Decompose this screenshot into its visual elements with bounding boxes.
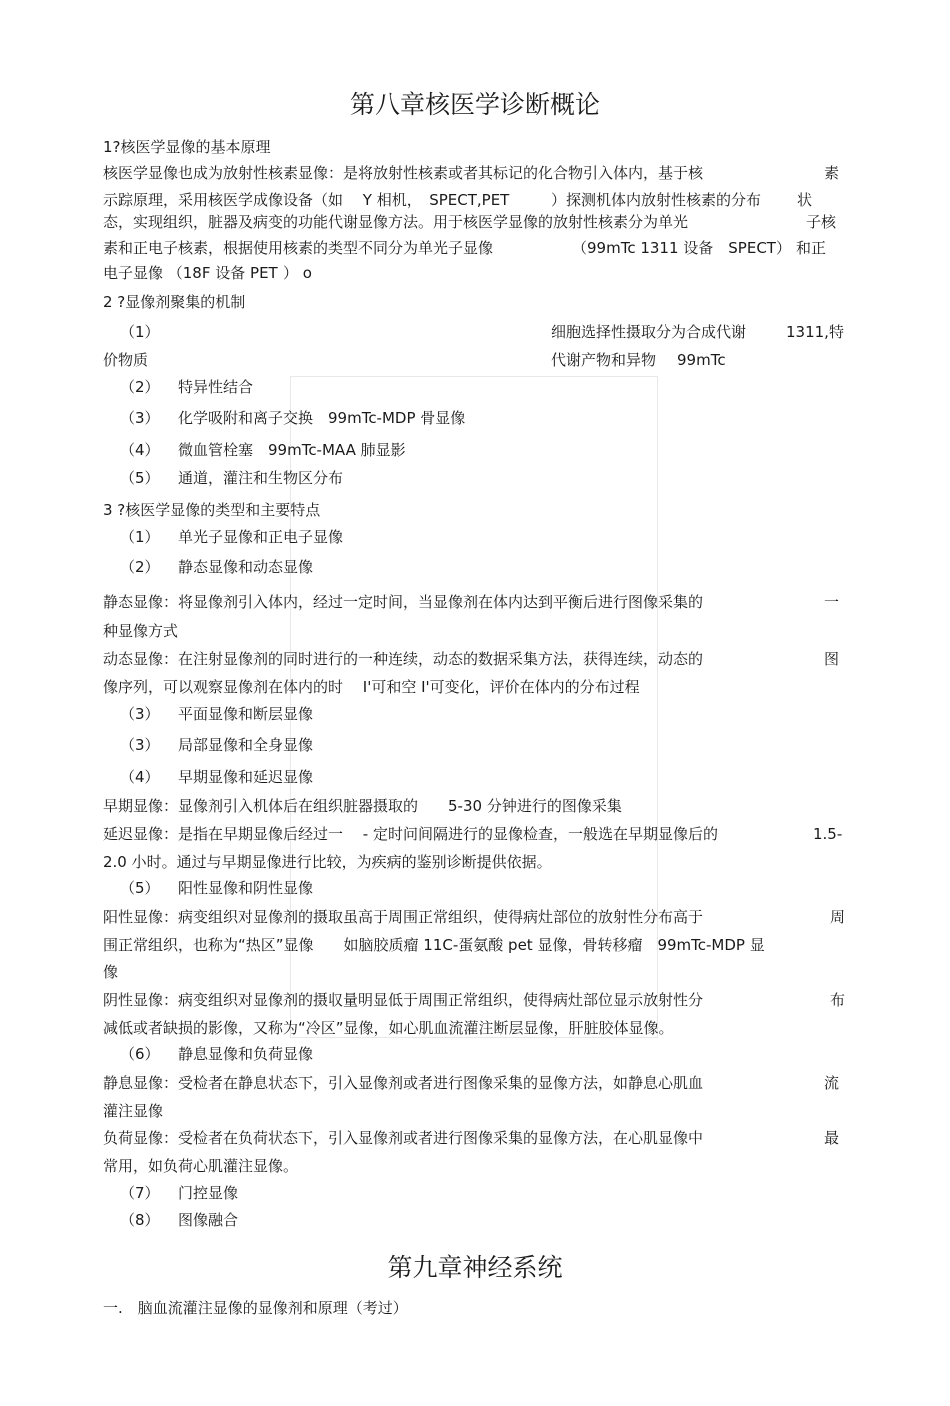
paragraph-line: 静态显像：将显像剂引入体内，经过一定时间，当显像剂在体内达到平衡后进行图像采集的 xyxy=(103,593,704,611)
item-text: 特异性结合 xyxy=(178,378,254,396)
paragraph-line-end: 图 xyxy=(824,650,840,668)
chapter-9-title: 第九章神经系统 xyxy=(387,1253,563,1282)
item-text: 图像融合 xyxy=(178,1211,239,1229)
item-number: （2） xyxy=(120,558,160,576)
item-number: （5） xyxy=(120,469,160,487)
item-text: 早期显像和延迟显像 xyxy=(178,768,314,786)
paragraph-line: 种显像方式 xyxy=(103,622,179,640)
paragraph-line: 素和正电子核素，根据使用核素的类型不同分为单光子显像 xyxy=(103,239,494,257)
item-text: 微血管栓塞 99mTc-MAA 肺显影 xyxy=(178,441,406,459)
item-text: 化学吸附和离子交换 99mTc-MDP 骨显像 xyxy=(178,409,466,427)
item-text: 单光子显像和正电子显像 xyxy=(178,528,344,546)
paragraph-line: 电子显像 （18F 设备 PET xyxy=(103,264,278,282)
item-text: 99mTc xyxy=(677,351,726,369)
paragraph-line: 阴性显像：病变组织对显像剂的摄収量明显低于周围正常组织，使得病灶部位显示放射性分 xyxy=(103,991,704,1009)
paragraph-line-end: 子核 xyxy=(806,213,837,231)
item-number: （7） xyxy=(120,1184,160,1202)
paragraph-line: 示踪原理，采用核医学成像设备（如 Y 相机， SPECT,PET xyxy=(103,191,510,209)
paragraph-line: 像序列，可以观察显像剂在体内的时 I'可和空 I'可变化，评价在体内的分布过程 xyxy=(103,678,640,696)
paragraph-line: 常用，如负荷心肌灌注显像。 xyxy=(103,1157,299,1175)
item-number: （6） xyxy=(120,1045,160,1063)
item-text: 静息显像和负荷显像 xyxy=(178,1045,314,1063)
chapter-8-title: 第八章核医学诊断概论 xyxy=(349,90,600,119)
item-text: 价物质 xyxy=(103,351,149,369)
item-text: 1311,特 xyxy=(786,323,844,341)
section-heading: 一. 脑血流灌注显像的显像剂和原理（考过） xyxy=(103,1299,408,1317)
item-number: （5） xyxy=(120,879,160,897)
item-number: （2） xyxy=(120,378,160,396)
paragraph-line-end: 布 xyxy=(830,991,846,1009)
section-1-heading: 1?核医学显像的基本原理 xyxy=(103,138,271,156)
paragraph-line: 核医学显像也成为放射性核素显像：是将放射性核素或者其标记的化合物引入体内，基于核 xyxy=(103,164,704,182)
paragraph-line: 阳性显像：病变组织对显像剂的摄取虽高于周围正常组织，使得病灶部位的放射性分布高于 xyxy=(103,908,704,926)
paragraph-line: 延迟显像：是指在早期显像后经过一 - 定时问间隔进行的显像检查，一般选在早期显像后的 xyxy=(103,825,718,843)
paragraph-line-part: ） o xyxy=(283,264,312,282)
paragraph-line-end: 素 xyxy=(824,164,840,182)
item-number: （4） xyxy=(120,768,160,786)
paragraph-line-end: 状 xyxy=(797,191,813,209)
item-text: 局部显像和全身显像 xyxy=(178,736,314,754)
paragraph-line: 静息显像：受检者在静息状态下，引入显像剂或者进行图像采集的显像方法，如静息心肌血 xyxy=(103,1074,704,1092)
paragraph-line: 像 xyxy=(103,963,119,981)
item-text: 门控显像 xyxy=(178,1184,239,1202)
item-text: 代谢产物和异物 xyxy=(551,351,657,369)
paragraph-line-end: 和正 xyxy=(796,239,827,257)
item-text: 通道，灌注和生物区分布 xyxy=(178,469,344,487)
item-number: （1） xyxy=(120,528,160,546)
paragraph-line-part: ）探测机体内放射性核素的分布 xyxy=(551,191,762,209)
paragraph-line: 灌注显像 xyxy=(103,1102,164,1120)
item-text: 平面显像和断层显像 xyxy=(178,705,314,723)
item-text: 阳性显像和阴性显像 xyxy=(178,879,314,897)
item-text: 细胞选择性摄取分为合成代谢 xyxy=(551,323,747,341)
paragraph-line: 围正常组织，也称为“热区”显像 如脑胶质瘤 11C-蛋氨酸 pet 显像，骨转移瘤 99mTc-MDP 显 xyxy=(103,936,765,954)
section-3-heading: 3 ?核医学显像的类型和主要特点 xyxy=(103,501,321,519)
item-text: 静态显像和动态显像 xyxy=(178,558,314,576)
paragraph-line-part: ） xyxy=(776,239,792,257)
item-number: （8） xyxy=(120,1211,160,1229)
item-number: （4） xyxy=(120,441,160,459)
section-2-heading: 2 ?显像剂聚集的机制 xyxy=(103,293,246,311)
paragraph-line: 减低或者缺损的影像，又称为“冷区”显像，如心肌血流灌注断层显像，肝脏胶体显像。 xyxy=(103,1019,674,1037)
paragraph-line: 动态显像：在注射显像剂的同时进行的一种连续，动态的数据采集方法，获得连续，动态的 xyxy=(103,650,704,668)
item-number: （3） xyxy=(120,736,160,754)
paragraph-line: 态，实现组织，脏器及病变的功能代谢显像方法。用于核医学显像的放射性核素分为单光 xyxy=(103,213,689,231)
paragraph-line: 负荷显像：受检者在负荷状态下，引入显像剂或者进行图像采集的显像方法，在心肌显像中 xyxy=(103,1129,704,1147)
paragraph-line: 2.0 小时。通过与早期显像进行比较，为疾病的鉴别诊断提供依据。 xyxy=(103,853,552,871)
paragraph-line-end: 1.5- xyxy=(813,825,843,843)
paragraph-line-end: 周 xyxy=(830,908,846,926)
item-number: （3） xyxy=(120,409,160,427)
item-number: （1） xyxy=(120,323,160,341)
item-number: （3） xyxy=(120,705,160,723)
paragraph-line-end: 最 xyxy=(824,1129,840,1147)
paragraph-line: 早期显像：显像剂引入机体后在组织脏器摄取的 5-30 分钟进行的图像采集 xyxy=(103,797,622,815)
paragraph-line-end: 一 xyxy=(824,593,840,611)
paragraph-line-end: 流 xyxy=(824,1074,840,1092)
paragraph-line-part: （99mTc 1311 设备 SPECT xyxy=(572,239,776,257)
